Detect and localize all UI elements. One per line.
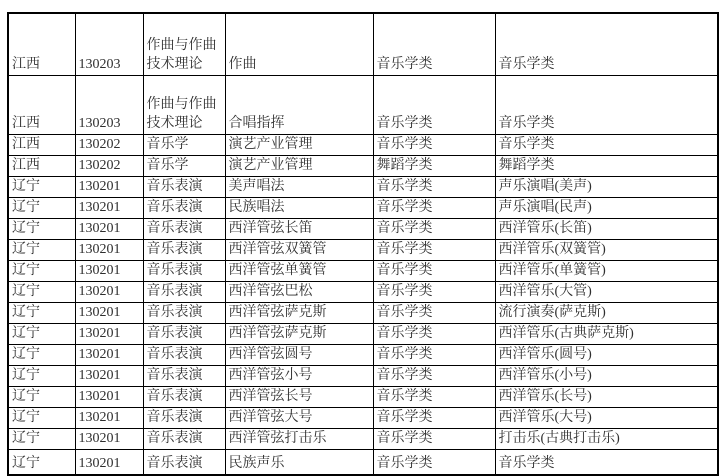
cell-major_name: 音乐表演: [143, 197, 225, 218]
cell-major_name: 音乐表演: [143, 239, 225, 260]
cell-major_code: 130201: [75, 302, 143, 323]
cell-category: 音乐学类: [373, 323, 495, 344]
cell-province: 辽宁: [8, 260, 75, 281]
cell-major_code: 130203: [75, 75, 143, 134]
cell-province: 辽宁: [8, 323, 75, 344]
cell-program_name: 西洋管弦圆号: [225, 344, 373, 365]
table-row: [8, 281, 718, 302]
cell-major_code: 130201: [75, 218, 143, 239]
cell-category: 音乐学类: [373, 449, 495, 475]
cell-direction: 西洋管乐(单簧管): [495, 260, 718, 281]
table-body: [8, 13, 718, 475]
cell-major_code: 130201: [75, 281, 143, 302]
cell-major_name: 音乐学: [143, 134, 225, 155]
table-row-partial: [8, 449, 718, 475]
cell-direction: 打击乐(古典打击乐): [495, 428, 718, 449]
cell-province: 辽宁: [8, 281, 75, 302]
cell-province: 辽宁: [8, 428, 75, 449]
cell-program_name: 作曲: [225, 13, 373, 75]
table-row: [8, 386, 718, 407]
cell-direction: 西洋管乐(双簧管): [495, 239, 718, 260]
cell-major_code: 130202: [75, 155, 143, 176]
cell-direction: 声乐演唱(美声): [495, 176, 718, 197]
cell-major_name: 音乐表演: [143, 260, 225, 281]
cell-direction: 西洋管乐(长号): [495, 386, 718, 407]
cell-major_name: 作曲与作曲技术理论: [143, 13, 225, 75]
cell-major_code: 130201: [75, 176, 143, 197]
cell-program_name: 西洋管弦巴松: [225, 281, 373, 302]
cell-program_name: 演艺产业管理: [225, 134, 373, 155]
cell-province: 辽宁: [8, 407, 75, 428]
cell-province: 江西: [8, 75, 75, 134]
cell-province: 辽宁: [8, 344, 75, 365]
cell-program_name: 民族声乐: [225, 449, 373, 475]
cell-direction: 音乐学类: [495, 13, 718, 75]
cell-major_code: 130202: [75, 134, 143, 155]
cell-category: 音乐学类: [373, 281, 495, 302]
table-row: [8, 13, 718, 75]
cell-program_name: 西洋管弦长笛: [225, 218, 373, 239]
cell-province: 江西: [8, 134, 75, 155]
cell-major_code: 130201: [75, 323, 143, 344]
cell-province: 江西: [8, 13, 75, 75]
cell-direction: 声乐演唱(民声): [495, 197, 718, 218]
cell-major_code: 130201: [75, 386, 143, 407]
cell-program_name: 西洋管弦大号: [225, 407, 373, 428]
table-row: [8, 260, 718, 281]
cell-major_name: 音乐表演: [143, 386, 225, 407]
cell-program_name: 民族唱法: [225, 197, 373, 218]
course-table-wrapper: [7, 12, 717, 476]
cell-category: 音乐学类: [373, 176, 495, 197]
cell-direction: 西洋管乐(大管): [495, 281, 718, 302]
cell-major_name: 音乐表演: [143, 323, 225, 344]
cell-category: 音乐学类: [373, 407, 495, 428]
cell-program_name: 合唱指挥: [225, 75, 373, 134]
table-row: [8, 197, 718, 218]
table-row: [8, 75, 718, 134]
cell-category: 音乐学类: [373, 344, 495, 365]
cell-category: 音乐学类: [373, 260, 495, 281]
cell-category: 音乐学类: [373, 218, 495, 239]
table-row: [8, 176, 718, 197]
cell-major_code: 130201: [75, 449, 143, 475]
cell-category: 音乐学类: [373, 428, 495, 449]
cell-province: 辽宁: [8, 365, 75, 386]
cell-major_code: 130201: [75, 260, 143, 281]
cell-program_name: 西洋管弦长号: [225, 386, 373, 407]
cell-major_code: 130201: [75, 197, 143, 218]
cell-major_code: 130201: [75, 365, 143, 386]
cell-direction: 西洋管乐(长笛): [495, 218, 718, 239]
cell-category: 音乐学类: [373, 365, 495, 386]
cell-major_code: 130201: [75, 239, 143, 260]
cell-program_name: 西洋管弦双簧管: [225, 239, 373, 260]
cell-program_name: 西洋管弦打击乐: [225, 428, 373, 449]
cell-category: 音乐学类: [373, 197, 495, 218]
table-row: [8, 323, 718, 344]
cell-program_name: 西洋管弦单簧管: [225, 260, 373, 281]
table-row: [8, 134, 718, 155]
cell-category: 音乐学类: [373, 386, 495, 407]
table-row: [8, 365, 718, 386]
cell-category: 舞蹈学类: [373, 155, 495, 176]
cell-major_name: 作曲与作曲技术理论: [143, 75, 225, 134]
cell-direction: 西洋管乐(圆号): [495, 344, 718, 365]
cell-category: 音乐学类: [373, 13, 495, 75]
cell-program_name: 西洋管弦萨克斯: [225, 302, 373, 323]
cell-direction: 西洋管乐(小号): [495, 365, 718, 386]
cell-province: 辽宁: [8, 302, 75, 323]
cell-program_name: 美声唱法: [225, 176, 373, 197]
cell-category: 音乐学类: [373, 302, 495, 323]
cell-category: 音乐学类: [373, 239, 495, 260]
cell-province: 江西: [8, 155, 75, 176]
table-row: [8, 239, 718, 260]
cell-major_name: 音乐表演: [143, 365, 225, 386]
table-row: [8, 155, 718, 176]
table-row: [8, 302, 718, 323]
cell-major_code: 130201: [75, 428, 143, 449]
cell-major_name: 音乐表演: [143, 176, 225, 197]
cell-major_name: 音乐表演: [143, 281, 225, 302]
cell-direction: 音乐学类: [495, 449, 718, 475]
cell-province: 辽宁: [8, 386, 75, 407]
cell-province: 辽宁: [8, 218, 75, 239]
table-row: [8, 428, 718, 449]
cell-direction: 舞蹈学类: [495, 155, 718, 176]
cell-province: 辽宁: [8, 197, 75, 218]
cell-major_name: 音乐表演: [143, 407, 225, 428]
table-row: [8, 218, 718, 239]
table-row: [8, 407, 718, 428]
cell-major_name: 音乐学: [143, 155, 225, 176]
cell-major_name: 音乐表演: [143, 302, 225, 323]
cell-major_name: 音乐表演: [143, 449, 225, 475]
cell-major_name: 音乐表演: [143, 218, 225, 239]
table-row: [8, 344, 718, 365]
cell-province: 辽宁: [8, 176, 75, 197]
cell-direction: 流行演奏(萨克斯): [495, 302, 718, 323]
cell-program_name: 西洋管弦萨克斯: [225, 323, 373, 344]
cell-province: 辽宁: [8, 239, 75, 260]
course-table: [7, 12, 719, 476]
cell-direction: 西洋管乐(大号): [495, 407, 718, 428]
cell-province: 辽宁: [8, 449, 75, 475]
cell-major_name: 音乐表演: [143, 344, 225, 365]
cell-major_code: 130201: [75, 407, 143, 428]
cell-program_name: 西洋管弦小号: [225, 365, 373, 386]
cell-major_code: 130203: [75, 13, 143, 75]
cell-category: 音乐学类: [373, 75, 495, 134]
cell-category: 音乐学类: [373, 134, 495, 155]
cell-major_code: 130201: [75, 344, 143, 365]
cell-major_name: 音乐表演: [143, 428, 225, 449]
cell-direction: 音乐学类: [495, 134, 718, 155]
cell-program_name: 演艺产业管理: [225, 155, 373, 176]
cell-direction: 音乐学类: [495, 75, 718, 134]
cell-direction: 西洋管乐(古典萨克斯): [495, 323, 718, 344]
